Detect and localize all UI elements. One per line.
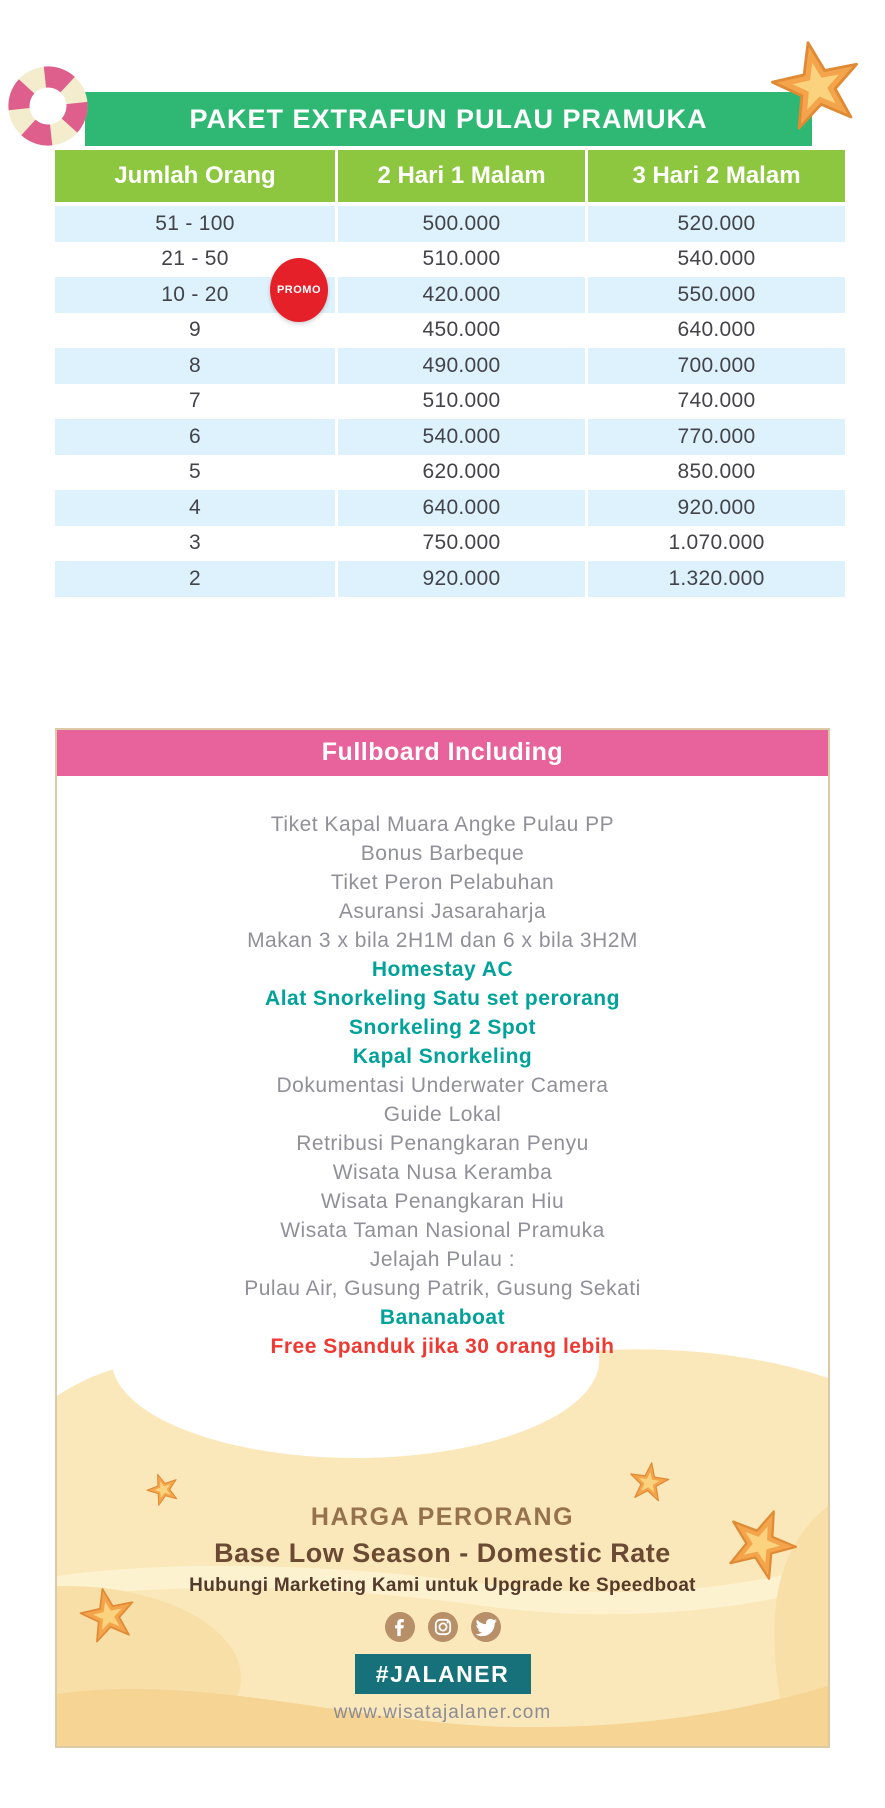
fullboard-title: Fullboard Including (321, 737, 564, 766)
cell-harga_3h2m: 540.000 (588, 242, 845, 278)
table-row (55, 384, 845, 420)
cell-jumlah_orang: 6 (55, 419, 335, 455)
cell-harga_3h2m: 770.000 (588, 419, 845, 455)
fullboard-banner (55, 728, 830, 776)
starfish-icon (625, 1458, 672, 1505)
fullboard-item: Wisata Penangkaran Hiu (320, 1190, 565, 1213)
cell-harga_3h2m: 520.000 (588, 206, 845, 242)
table-row (55, 277, 845, 313)
cell-jumlah_orang: 8 (55, 348, 335, 384)
facebook-icon (385, 1612, 415, 1642)
fullboard-list (57, 810, 828, 1361)
table-row (55, 206, 845, 242)
fullboard-item: Jelajah Pulau : (369, 1248, 516, 1271)
cell-harga_2h1m: 750.000 (338, 526, 585, 562)
cell-harga_3h2m: 740.000 (588, 384, 845, 420)
instagram-icon (428, 1612, 458, 1642)
fullboard-item: Dokumentasi Underwater Camera (276, 1074, 609, 1097)
column-header-2h1m: 2 Hari 1 Malam (338, 150, 585, 202)
column-header-jumlah-orang: Jumlah Orang (55, 150, 335, 202)
fullboard-item: Wisata Nusa Keramba (332, 1161, 553, 1184)
cell-harga_2h1m: 500.000 (338, 206, 585, 242)
cell-harga_3h2m: 700.000 (588, 348, 845, 384)
cell-jumlah_orang: 2 (55, 561, 335, 597)
cell-harga_3h2m: 1.070.000 (588, 526, 845, 562)
cell-harga_2h1m: 420.000 (338, 277, 585, 313)
fullboard-item: Asuransi Jasaraharja (338, 900, 547, 923)
table-row (55, 313, 845, 349)
fullboard-item: Homestay AC (371, 958, 514, 981)
website-url: www.wisatajalaner.com (333, 1702, 552, 1723)
fullboard-item: Makan 3 x bila 2H1M dan 6 x bila 3H2M (247, 929, 638, 952)
cell-jumlah_orang: 10 - 20 (55, 277, 335, 313)
hashtag-label: #JALANER (375, 1660, 510, 1687)
cell-jumlah_orang: 4 (55, 490, 335, 526)
harga-title: HARGA PERORANG (310, 1503, 575, 1531)
fullboard-item: Retribusi Penangkaran Penyu (296, 1132, 589, 1155)
contact-line: Hubungi Marketing Kami untuk Upgrade ke Speedboat (189, 1575, 696, 1596)
cell-harga_3h2m: 850.000 (588, 455, 845, 491)
table-row (55, 419, 845, 455)
table-row (55, 455, 845, 491)
cell-harga_2h1m: 490.000 (338, 348, 585, 384)
price-table-header (55, 150, 845, 202)
fullboard-item: Tiket Peron Pelabuhan (330, 871, 555, 894)
season-line: Base Low Season - Domestic Rate (214, 1538, 671, 1568)
cell-jumlah_orang: 7 (55, 384, 335, 420)
cell-harga_3h2m: 1.320.000 (588, 561, 845, 597)
cell-harga_2h1m: 620.000 (338, 455, 585, 491)
cell-harga_2h1m: 510.000 (338, 384, 585, 420)
title-banner (85, 92, 812, 146)
price-table-body (55, 206, 845, 597)
cell-harga_2h1m: 450.000 (338, 313, 585, 349)
cell-jumlah_orang: 3 (55, 526, 335, 562)
cell-jumlah_orang: 5 (55, 455, 335, 491)
cell-harga_3h2m: 550.000 (588, 277, 845, 313)
cell-harga_2h1m: 640.000 (338, 490, 585, 526)
cell-harga_2h1m: 510.000 (338, 242, 585, 278)
fullboard-item: Bananaboat (379, 1306, 506, 1329)
fullboard-item: Wisata Taman Nasional Pramuka (280, 1219, 605, 1242)
table-row (55, 348, 845, 384)
hashtag-badge (355, 1654, 531, 1694)
table-row (55, 490, 845, 526)
column-header-3h2m: 3 Hari 2 Malam (588, 150, 845, 202)
fullboard-item: Guide Lokal (383, 1103, 502, 1126)
table-row (55, 526, 845, 562)
fullboard-item: Bonus Barbeque (360, 842, 525, 865)
cell-jumlah_orang: 51 - 100 (55, 206, 335, 242)
fullboard-item: Free Spanduk jika 30 orang lebih (270, 1335, 615, 1358)
fullboard-item: Kapal Snorkeling (352, 1045, 533, 1068)
fullboard-item: Pulau Air, Gusung Patrik, Gusung Sekati (244, 1277, 641, 1300)
starfish-icon (761, 29, 872, 140)
cell-jumlah_orang: 9 (55, 313, 335, 349)
fullboard-item: Snorkeling 2 Spot (348, 1016, 537, 1039)
cell-jumlah_orang: 21 - 50 (55, 242, 335, 278)
cell-harga_2h1m: 920.000 (338, 561, 585, 597)
table-row (55, 561, 845, 597)
cell-harga_3h2m: 640.000 (588, 313, 845, 349)
fullboard-card (55, 728, 830, 1748)
social-icons-row (57, 1612, 828, 1642)
fullboard-item: Tiket Kapal Muara Angke Pulau PP (270, 813, 615, 836)
cell-harga_2h1m: 540.000 (338, 419, 585, 455)
promo-badge: PROMO (270, 258, 328, 322)
fullboard-item: Alat Snorkeling Satu set perorang (265, 987, 620, 1010)
page-title: PAKET EXTRAFUN PULAU PRAMUKA (189, 103, 708, 134)
cell-harga_3h2m: 920.000 (588, 490, 845, 526)
twitter-icon (471, 1612, 501, 1642)
table-row (55, 242, 845, 278)
